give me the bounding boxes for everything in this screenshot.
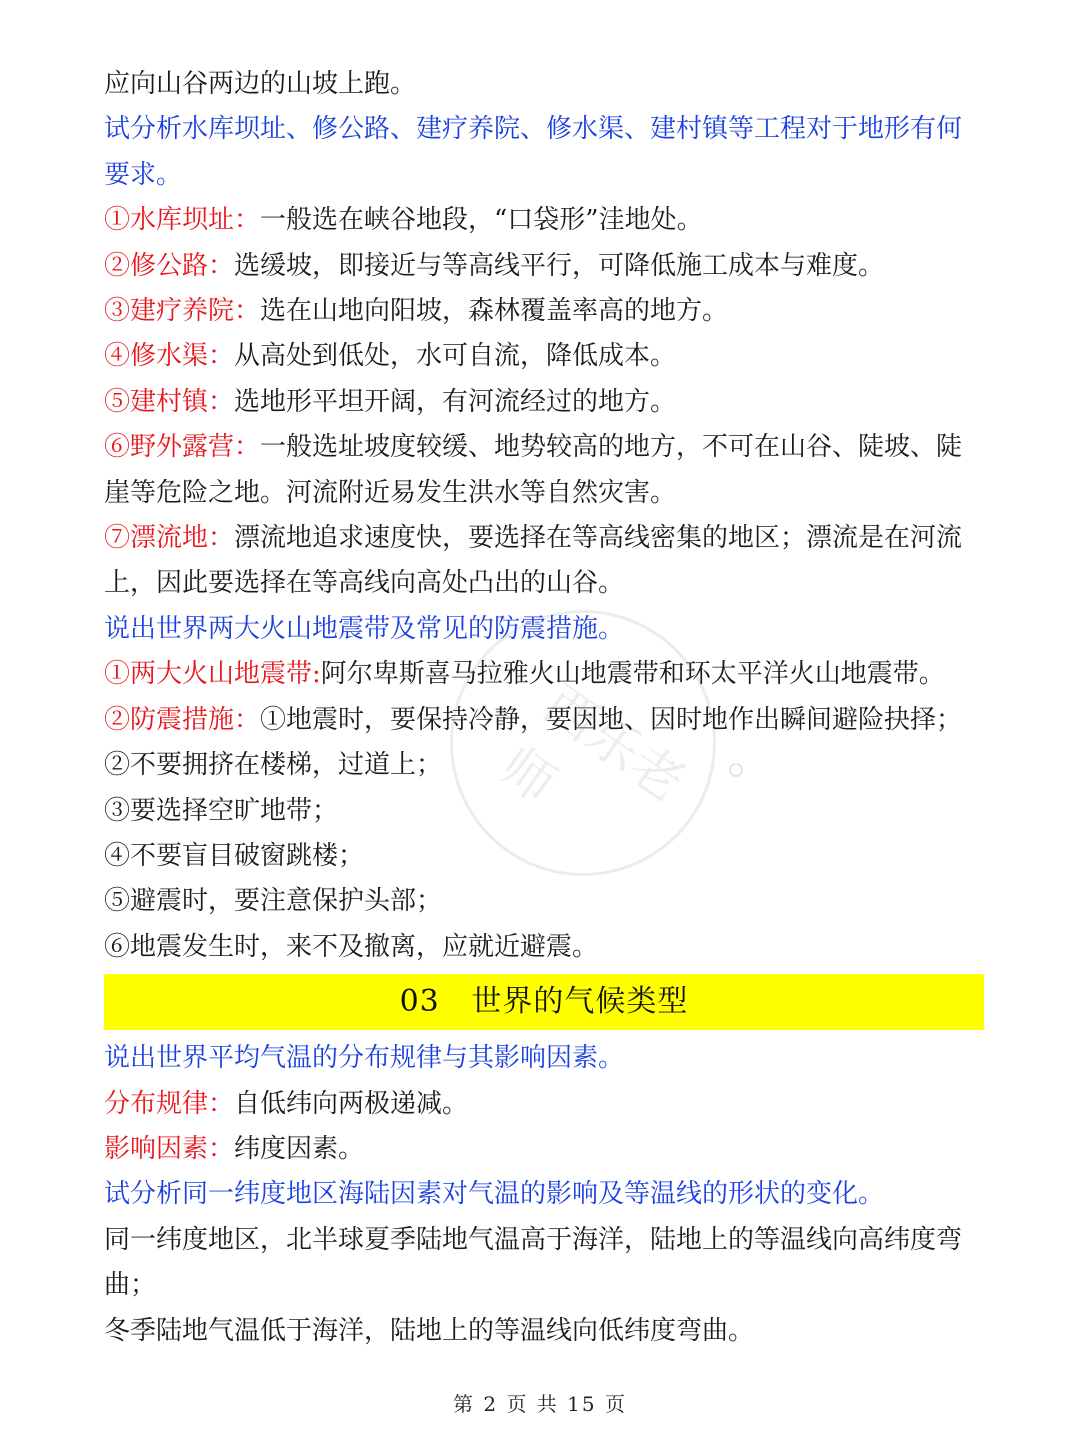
answer-label: ⑥野外露营： (104, 432, 261, 463)
text-line: 同一纬度地区，北半球夏季陆地气温高于海洋，陆地上的等温线向高纬度弯曲； (104, 1224, 963, 1301)
answer-line (104, 198, 984, 243)
answer-label: ②修公路： (104, 250, 235, 281)
text-line: ⑥地震发生时，来不及撤离，应就近避震。 (104, 931, 599, 962)
answer-text: 阿尔卑斯喜马拉雅火山地震带和环太平洋火山地震带。 (320, 659, 945, 690)
section-number: 03 (399, 984, 440, 1020)
answer-label: ①两大火山地震带: (104, 659, 321, 690)
answer-line (104, 1127, 984, 1172)
answer-text: 一般选址坡度较缓、地势较高的地方，不可在山谷、陡坡、陡崖等危险之地。河流附近易发生洪水等自然灾害。 (104, 432, 963, 508)
answer-text: 纬度因素。 (234, 1133, 365, 1164)
answer-label: ②防震措施： (104, 704, 261, 735)
answer-label: ①水库坝址： (104, 205, 261, 236)
answer-text: ①地震时，要保持冷静，要因地、因时地作出瞬间避险抉择； (260, 704, 963, 735)
answer-line (104, 425, 984, 516)
question-line: 试分析水库坝址、修公路、建疗养院、修水渠、建村镇等工程对于地形有何要求。 (104, 114, 963, 190)
answer-label: ④修水渠： (104, 341, 235, 372)
text-line: 冬季陆地气温低于海洋，陆地上的等温线向低纬度弯曲。 (104, 1315, 755, 1346)
answer-label: 影响因素： (104, 1133, 235, 1164)
page-footer: 第 2 页 共 15 页 (453, 1392, 627, 1416)
answer-text: 自低纬向两极递减。 (234, 1088, 469, 1119)
answer-text: 选缓坡，即接近与等高线平行，可降低施工成本与难度。 (234, 250, 885, 281)
answer-line (104, 652, 984, 697)
text-line: ③要选择空旷地带； (104, 795, 339, 826)
text-line: ④不要盲目破窗跳楼； (104, 840, 365, 871)
section-title: 世界的气候类型 (471, 984, 689, 1020)
question-line: 试分析同一纬度地区海陆因素对气温的影响及等温线的形状的变化。 (104, 1179, 885, 1210)
answer-label: ⑦漂流地： (104, 523, 235, 554)
answer-text: 从高处到低处，水可自流，降低成本。 (234, 341, 677, 372)
text-line: ⑤避震时，要注意保护头部； (104, 886, 443, 917)
watermark-text: 西乐老师 (489, 674, 695, 816)
answer-label: 分布规律： (104, 1088, 235, 1119)
question-line: 说出世界两大火山地震带及常见的防震措施。 (104, 613, 625, 644)
answer-label: ③建疗养院： (104, 296, 261, 327)
answer-line (104, 516, 984, 607)
answer-label: ⑤建村镇： (104, 386, 235, 417)
document-page (104, 62, 984, 1354)
answer-line (104, 380, 984, 425)
answer-line (104, 698, 984, 743)
text-line: ②不要拥挤在楼梯，过道上； (104, 750, 443, 781)
question-line: 说出世界平均气温的分布规律与其影响因素。 (104, 1043, 625, 1074)
section-heading (104, 974, 984, 1030)
answer-text: 漂流地追求速度快，要选择在等高线密集的地区；漂流是在河流上，因此要选择在等高线向高处凸出的山谷。 (104, 523, 963, 599)
answer-line (104, 334, 984, 379)
answer-text: 选地形平坦开阔，有河流经过的地方。 (234, 386, 677, 417)
text-line: 应向山谷两边的山坡上跑。 (104, 69, 417, 99)
answer-line (104, 244, 984, 289)
answer-text: 选在山地向阳坡，森林覆盖率高的地方。 (260, 296, 729, 327)
answer-text: 一般选在峡谷地段，“口袋形”洼地处。 (260, 205, 703, 236)
answer-line (104, 289, 984, 334)
answer-line (104, 1082, 984, 1127)
